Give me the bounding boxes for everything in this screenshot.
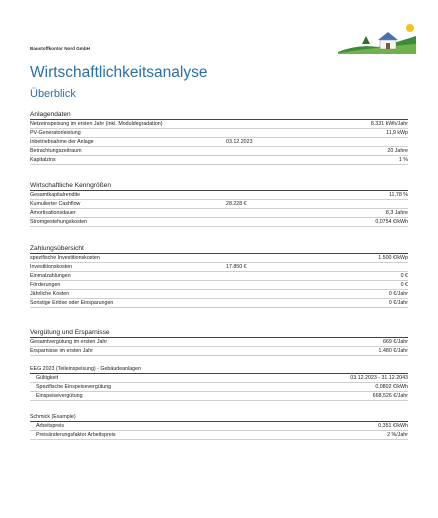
row-value: 8,3 Jahre [385, 210, 408, 216]
section-title: Anlagendaten [30, 111, 408, 120]
section-schmick [30, 413, 408, 440]
row-value: 669 €/Jahr [382, 339, 408, 345]
row-label: spezifische Investitionskosten [30, 255, 100, 261]
row-label: Kumulierter Cashflow [30, 201, 81, 207]
table-row [30, 209, 408, 218]
table-row [30, 254, 408, 263]
row-value: 03.12.2023 [226, 139, 253, 145]
table-row [30, 138, 408, 147]
row-label: Inbetriebnahme der Anlage [30, 139, 94, 145]
row-value: 1.480 €/Jahr [378, 348, 408, 354]
table-row [30, 263, 408, 272]
table-row [30, 299, 408, 308]
table-row [30, 431, 408, 440]
table-row [30, 290, 408, 299]
row-label: Ersparnisse im ersten Jahr [30, 348, 93, 354]
row-label: Arbeitspreis [36, 423, 64, 429]
row-value: 03.12.2023 - 31.12.2043 [350, 375, 408, 381]
section-eeg [30, 365, 408, 401]
row-label: Förderungen [30, 282, 61, 288]
row-label: Einmalzahlungen [30, 273, 71, 279]
row-value: 8.331 kWh/Jahr [370, 121, 408, 127]
table-row [30, 338, 408, 347]
section-title: EEG 2023 (Teileinspeisung) - Gebäudeanlagen [30, 365, 408, 374]
row-value: 0 €/Jahr [388, 291, 408, 297]
table-row [30, 200, 408, 209]
section-verguetung [30, 329, 408, 356]
page-subtitle: Überblick [30, 88, 76, 100]
row-label: Gültigkeit [36, 375, 59, 381]
row-value: 0,351 €/kWh [378, 423, 408, 429]
table-row [30, 281, 408, 290]
row-value: 0,0802 €/kWh [375, 384, 408, 390]
row-label: Sonstige Erlöse oder Einsparungen [30, 300, 114, 306]
row-value: 20 Jahre [387, 148, 408, 154]
row-label: Amortisationsdauer [30, 210, 76, 216]
row-label: Gesamtvergütung im ersten Jahr [30, 339, 108, 345]
table-row [30, 347, 408, 356]
row-value: 11,9 kWp [386, 130, 408, 136]
row-label: Einspeisevergütung [36, 393, 83, 399]
section-title: Schmick (Example) [30, 413, 408, 422]
row-value: 2 %/Jahr [387, 432, 408, 438]
row-label: Investitionskosten [30, 264, 73, 270]
row-label: Netzeinspeisung im ersten Jahr (inkl. Moduldegradation) [30, 121, 163, 127]
row-value: 0 € [400, 273, 408, 279]
table-row [30, 218, 408, 227]
table-row [30, 422, 408, 431]
row-label: Stromgestehungskosten [30, 219, 88, 225]
row-label: Gesamtkapitalrendite [30, 192, 81, 198]
page-title: Wirtschaftlichkeitsanalyse [30, 64, 208, 81]
table-row [30, 392, 408, 401]
table-row [30, 120, 408, 129]
row-value: 668,526 €/Jahr [372, 393, 408, 399]
table-row [30, 147, 408, 156]
section-title: Zahlungsübersicht [30, 245, 408, 254]
section-title: Wirtschaftliche Kenngrößen [30, 182, 408, 191]
row-label: Kapitalzins [30, 157, 56, 163]
table-row [30, 383, 408, 392]
section-zahlungen [30, 245, 408, 308]
row-value: 17.850 € [226, 264, 247, 270]
row-value: 11,78 % [388, 192, 408, 198]
table-row [30, 272, 408, 281]
row-value: 1 % [398, 157, 408, 163]
row-value: 0 € [400, 282, 408, 288]
row-label: Preisänderungsfaktor Arbeitspreis [36, 432, 116, 438]
row-value: 28.228 € [226, 201, 247, 207]
row-label: PV-Generatorleistung [30, 130, 81, 136]
section-title: Vergütung und Ersparnisse [30, 329, 408, 338]
table-row [30, 374, 408, 383]
row-value: 1.500 €/kWp [378, 255, 408, 261]
table-row [30, 191, 408, 200]
table-row [30, 156, 408, 165]
section-anlagendaten [30, 111, 408, 165]
row-label: Betrachtungszeitraum [30, 148, 82, 154]
row-label: Spezifische Einspeisevergütung [36, 384, 112, 390]
row-label: Jährliche Kosten [30, 291, 70, 297]
row-value: 0,0754 €/kWh [375, 219, 408, 225]
section-kenngroessen [30, 182, 408, 227]
table-row [30, 129, 408, 138]
company-name: Baustoffkontor Nord GmbH [30, 46, 90, 51]
row-value: 0 €/Jahr [388, 300, 408, 306]
solar-house-logo [338, 22, 416, 54]
